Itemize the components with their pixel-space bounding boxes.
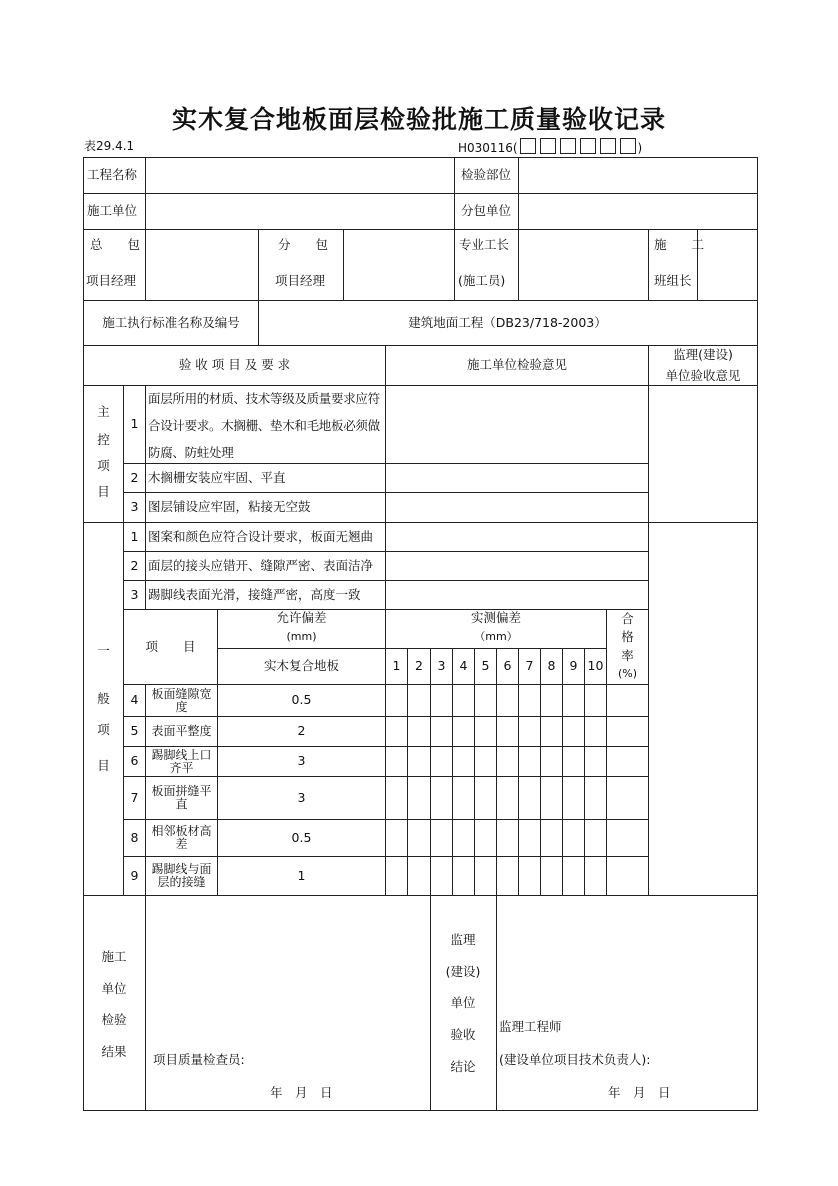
tolerance-item-value: 2 [297,723,306,739]
main-item-1-no: 1 [130,416,139,432]
code-box[interactable] [620,138,636,154]
code-box[interactable] [560,138,576,154]
general-label-2: 般 [97,691,110,706]
project-name-label: 工程名称 [87,167,138,183]
unit-result-label-1: 施工 [101,949,127,964]
tolerance-item-no: 5 [130,723,139,739]
pass-rate-3: 率 [621,648,634,663]
code-boxes[interactable] [518,141,638,155]
grid-line [757,157,758,1111]
grid-line [496,648,497,896]
main-control-label-4: 目 [97,484,110,499]
grid-line [83,1110,758,1111]
grid-line [343,229,344,301]
tolerance-item-value: 0.5 [291,692,312,708]
tolerance-item-name: 踢脚线与面层的接缝 [151,862,212,889]
supervisor-opinion-header-2: 单位验收意见 [665,368,741,383]
team-label-2: 班组长 [654,273,692,288]
main-item-2-no: 2 [130,469,139,485]
unit-opinion-header: 施工单位检验意见 [466,357,567,373]
measure-point-header: 1 [392,658,401,674]
code-box[interactable] [540,138,556,154]
general-label-4: 目 [97,758,110,773]
team-label-1: 施 工 [654,237,705,252]
supervisor-label-3: 单位 [450,995,476,1010]
owner-tech-lead-label: (建设单位项目技术负责人): [499,1052,651,1067]
supervisor-label-2: (建设) [445,964,481,979]
project-name-field[interactable] [146,158,453,193]
standard-value: 建筑地面工程（DB23/718-2003） [408,314,607,330]
supervisor-label-5: 结论 [450,1059,476,1074]
measure-point-header: 10 [587,658,604,674]
grid-line [430,648,431,896]
tolerance-item-value: 1 [297,867,306,883]
tolerance-item-no: 8 [130,829,139,845]
grid-line [584,648,585,896]
grid-line [648,345,649,896]
date-right: 年 月 日 [608,1085,671,1100]
code-box[interactable] [520,138,536,154]
form-code [458,138,642,154]
pass-rate-2: 格 [621,629,634,644]
foreman-label-1: 专业工长 [459,237,510,252]
grid-line [407,648,408,896]
main-item-3-no: 3 [130,499,139,515]
sub-contract-label-1: 分 包 [278,237,329,252]
table-number: 表29.4.1 [84,139,135,153]
general-label-1: 一 [97,643,110,658]
items-requirements-header: 验 收 项 目 及 要 求 [178,357,291,373]
measure-point-header: 2 [415,658,423,674]
inspection-part-field[interactable] [519,158,756,193]
quality-inspector-label: 项目质量检查员: [153,1052,245,1067]
general-item-3-no: 3 [130,586,139,602]
main-item-2-text: 木搁栅安装应牢固、平直 [148,469,286,485]
sub-contract-label-2: 项目经理 [275,273,326,288]
standard-label: 施工执行标准名称及编号 [102,314,240,330]
allowable-deviation-header: 允许偏差 [276,610,327,625]
general-item-1-text: 图案和颜色应符合设计要求，板面无翘曲 [148,528,374,544]
tolerance-item-no: 6 [130,753,139,769]
main-item-3-text: 图层铺设应牢固，粘接无空鼓 [148,499,311,515]
measure-point-header: 3 [437,658,446,674]
inspection-part-label: 检验部位 [460,167,511,183]
form-code-suffix: ) [637,141,643,155]
unit-result-label-2: 单位 [101,981,127,996]
grid-line [145,895,146,1111]
measure-point-header: 9 [569,658,578,674]
foreman-label-2: (施工员) [458,273,506,288]
construction-unit-field[interactable] [146,194,453,229]
general-item-2-no: 2 [130,557,139,573]
tolerance-item-name: 表面平整度 [151,724,212,739]
date-left: 年 月 日 [270,1085,333,1100]
grid-line [452,648,453,896]
construction-unit-label: 施工单位 [87,203,138,219]
grid-line [83,229,758,230]
grid-line [562,648,563,896]
unit-result-label-4: 结果 [101,1044,127,1059]
code-box[interactable] [580,138,596,154]
measure-point-header: 5 [481,658,490,674]
general-contract-label-1: 总 包 [90,237,141,252]
supervisor-label-1: 监理 [450,932,476,947]
grid-line [145,385,146,610]
grid-line [518,648,519,896]
tolerance-item-name: 相邻板材高差 [151,824,212,851]
form-code-prefix: H030116( [458,141,518,155]
pass-rate-1: 合 [621,611,634,626]
general-contract-label-2: 项目经理 [86,273,137,288]
measure-point-header: 6 [503,658,512,674]
grid-line [648,229,649,301]
tolerance-item-name: 板面缝隙宽度 [151,686,212,714]
tolerance-item-name: 踢脚线上口齐平 [151,747,212,775]
supervising-engineer-label: 监理工程师 [499,1019,562,1034]
supervisor-opinion-header-1: 监理(建设) [673,347,733,362]
main-control-label-2: 控 [97,432,110,447]
general-label-3: 项 [97,722,110,737]
measure-point-header: 4 [459,658,468,674]
supervisor-label-4: 验收 [450,1027,476,1042]
subcontract-unit-label: 分包单位 [460,203,511,219]
measure-point-header: 8 [547,658,556,674]
general-item-2-text: 面层的接头应错开、缝隙严密、表面洁净 [148,557,374,573]
measure-point-header: 7 [525,658,534,674]
tolerance-item-value: 0.5 [291,829,312,845]
grid-line [496,895,497,1111]
general-item-1-no: 1 [130,528,139,544]
code-box[interactable] [600,138,616,154]
grid-item-header: 项 目 [145,638,196,654]
tolerance-item-no: 4 [130,692,139,708]
page-title: 实木复合地板面层检验批施工质量验收记录 [171,105,666,134]
grid-line [474,648,475,896]
general-item-3-text: 踢脚线表面光滑，接缝严密，高度一致 [148,586,361,602]
unit-result-label-3: 检验 [101,1012,127,1027]
grid-line [83,895,758,896]
allowable-deviation-unit: (mm) [286,630,317,643]
tolerance-item-no: 9 [130,867,139,883]
main-control-label-1: 主 [97,404,110,419]
tolerance-item-name: 板面拼缝平直 [151,784,212,811]
measured-deviation-header: 实测偏差 [470,610,521,625]
tolerance-item-value: 3 [297,789,306,805]
main-item-1-text: 面层所用的材质、技术等级及质量要求应符合设计要求。木搁栅、垫木和毛地板必须做防腐、防蛀处理 [148,391,380,460]
main-control-label-3: 项 [97,458,110,473]
tolerance-item-value: 3 [297,753,306,769]
measured-deviation-unit: （mm） [474,630,518,643]
allowable-material-header: 实木复合地板 [263,658,339,674]
tolerance-item-no: 7 [130,789,139,805]
grid-line [540,648,541,896]
pass-rate-4: (%) [617,667,638,680]
subcontract-unit-field[interactable] [519,194,756,229]
